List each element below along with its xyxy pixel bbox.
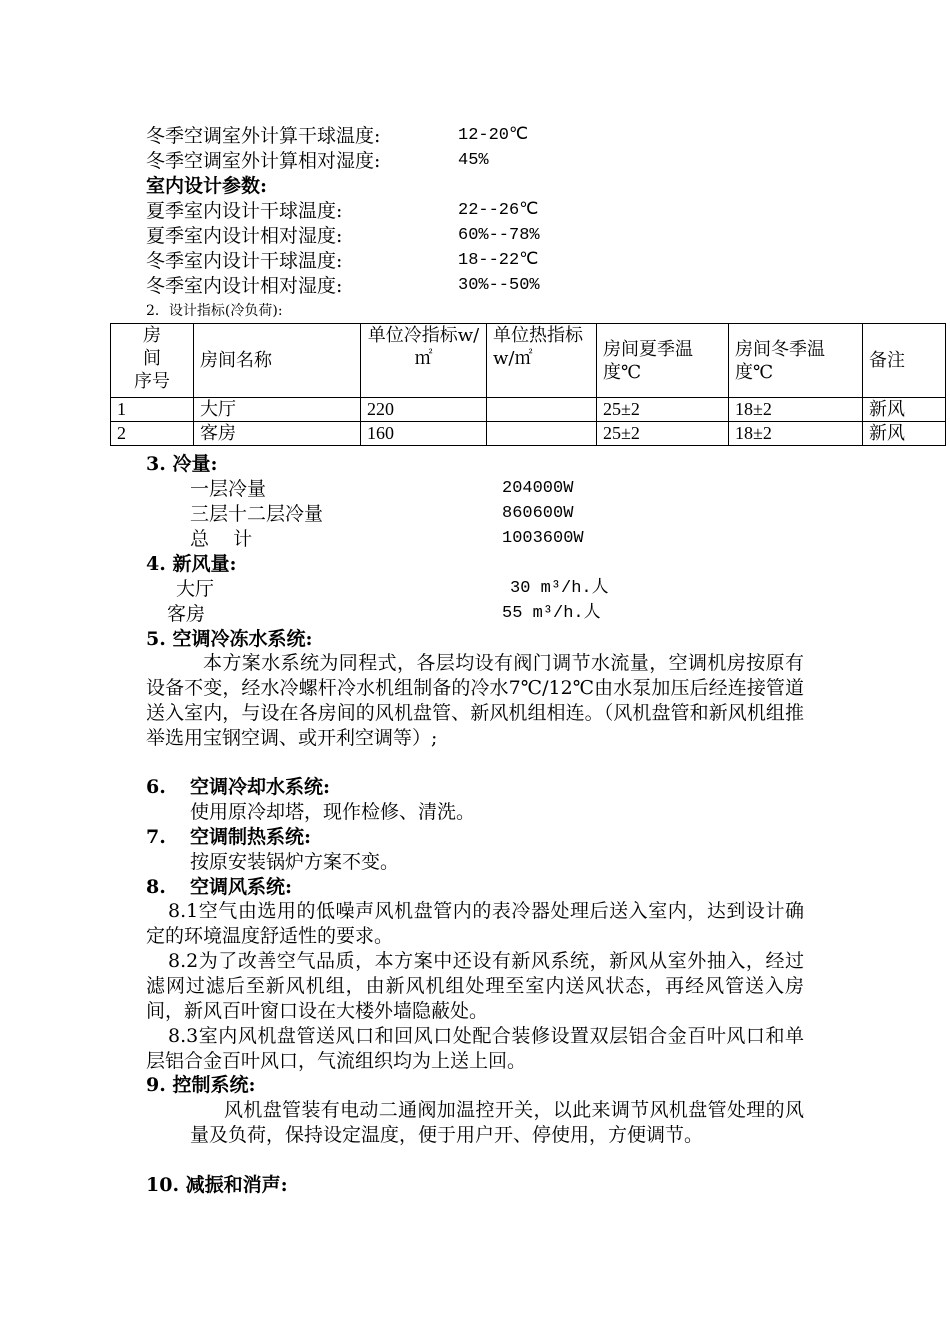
th-room-name: 房间名称 <box>194 324 361 398</box>
th-room-no: 房 间 序号 <box>111 324 194 398</box>
outdoor-label-2: 冬季空调室外计算相对湿度: <box>146 150 381 172</box>
cell: 160 <box>361 422 487 446</box>
s3-value-3: 1003600W <box>502 529 584 548</box>
cell: 新风 <box>863 422 946 446</box>
s3-value-2: 860600W <box>502 504 574 523</box>
th-winter-temp: 房间冬季温度℃ <box>729 324 863 398</box>
s9-text: 风机盘管装有电动二通阀加温控开关，以此来调节风机盘管处理的风量及负荷，保持设定温度，便于用户开、停使用，方便调节。 <box>190 1099 804 1146</box>
s8-paragraph-2: 8.2为了改善空气品质，本方案中还设有新风系统，新风从室外抽入，经过滤网过滤后至新风机组，由新风机组处理至室内送风状态，再经风管送入房间，新风百叶窗口设在大楼外墙隐蔽处。 <box>146 950 804 1022</box>
s3-label-3: 总 计 <box>190 528 253 550</box>
indoor-value-3: 18--22℃ <box>458 251 539 270</box>
cell: 2 <box>111 422 194 446</box>
indoor-label-3: 冬季室内设计干球温度: <box>146 250 343 272</box>
th-remark: 备注 <box>863 324 946 398</box>
table-row <box>111 398 946 422</box>
s4-value-2: 55 m³/h.人 <box>502 604 601 623</box>
s3-label-1: 一层冷量 <box>190 478 267 500</box>
cell: 25±2 <box>597 398 729 422</box>
s5-heading: 5. 空调冷冻水系统: <box>146 628 313 650</box>
indoor-label-4: 冬季室内设计相对湿度: <box>146 275 343 297</box>
s7-heading: 空调制热系统: <box>190 826 312 848</box>
s9-heading: 9. 控制系统: <box>146 1074 256 1096</box>
cell: 客房 <box>194 422 361 446</box>
s8-paragraph-3: 8.3室内风机盘管送风口和回风口处配合装修设置双层铝合金百叶风口和单层铝合金百叶风口，气流组织均为上送上回。 <box>146 1025 804 1072</box>
cell: 18±2 <box>729 398 863 422</box>
cell: 大厅 <box>194 398 361 422</box>
s6-text: 使用原冷却塔，现作检修、清洗。 <box>190 801 476 823</box>
indoor-label-1: 夏季室内设计干球温度: <box>146 200 343 222</box>
cell <box>487 422 597 446</box>
s8-paragraph-1: 8.1空气由选用的低噪声风机盘管内的表冷器处理后送入室内，达到设计确定的环境温度舒适性的要求。 <box>146 900 804 947</box>
s7-num: 7. <box>146 826 166 848</box>
indoor-heading: 室内设计参数: <box>146 175 268 197</box>
s4-heading: 4. 新风量: <box>146 553 237 575</box>
s4-label-1: 大厅 <box>176 578 215 600</box>
outdoor-value-2: 45% <box>458 151 489 170</box>
indoor-value-1: 22--26℃ <box>458 201 539 220</box>
s10-heading: 10. 减振和消声: <box>146 1174 288 1196</box>
s3-label-2: 三层十二层冷量 <box>190 503 324 525</box>
indoor-label-2: 夏季室内设计相对湿度: <box>146 225 343 247</box>
table-row <box>111 422 946 446</box>
outdoor-value-1: 12-20℃ <box>458 126 529 145</box>
s4-value-1: 30 m³/h.人 <box>510 579 609 598</box>
cell: 新风 <box>863 398 946 422</box>
design-index-title: 2．设计指标(冷负荷): <box>146 303 283 319</box>
cell <box>487 398 597 422</box>
s3-value-1: 204000W <box>502 479 574 498</box>
th-summer-temp: 房间夏季温度℃ <box>597 324 729 398</box>
cell: 220 <box>361 398 487 422</box>
th-cool-index: 单位冷指标w/㎡ <box>361 324 487 398</box>
s3-heading: 3. 冷量: <box>146 453 218 475</box>
s4-label-2: 客房 <box>167 603 206 625</box>
s5-text: 本方案水系统为同程式，各层均设有阀门调节水流量，空调机房按原有设备不变，经水冷螺杆冷水机组制备的冷水7℃/12℃由水泵加压后经连接管道送入室内，与设在各房间的风机盘管、新风机组相连。（风机盘管和新风机组推举选用宝钢空调、或开利空调等）; <box>146 652 804 749</box>
s7-text: 按原安装锅炉方案不变。 <box>190 851 400 873</box>
table-header-row <box>111 324 946 398</box>
cell: 18±2 <box>729 422 863 446</box>
s6-num: 6. <box>146 776 166 798</box>
cell: 25±2 <box>597 422 729 446</box>
indoor-value-2: 60%--78% <box>458 226 540 245</box>
s8-num: 8. <box>146 876 166 898</box>
indoor-value-4: 30%--50% <box>458 276 540 295</box>
design-table <box>110 323 946 446</box>
s8-heading: 空调风系统: <box>190 876 293 898</box>
s6-heading: 空调冷却水系统: <box>190 776 331 798</box>
th-heat-index: 单位热指标w/㎡ <box>487 324 597 398</box>
outdoor-label-1: 冬季空调室外计算干球温度: <box>146 125 381 147</box>
cell: 1 <box>111 398 194 422</box>
